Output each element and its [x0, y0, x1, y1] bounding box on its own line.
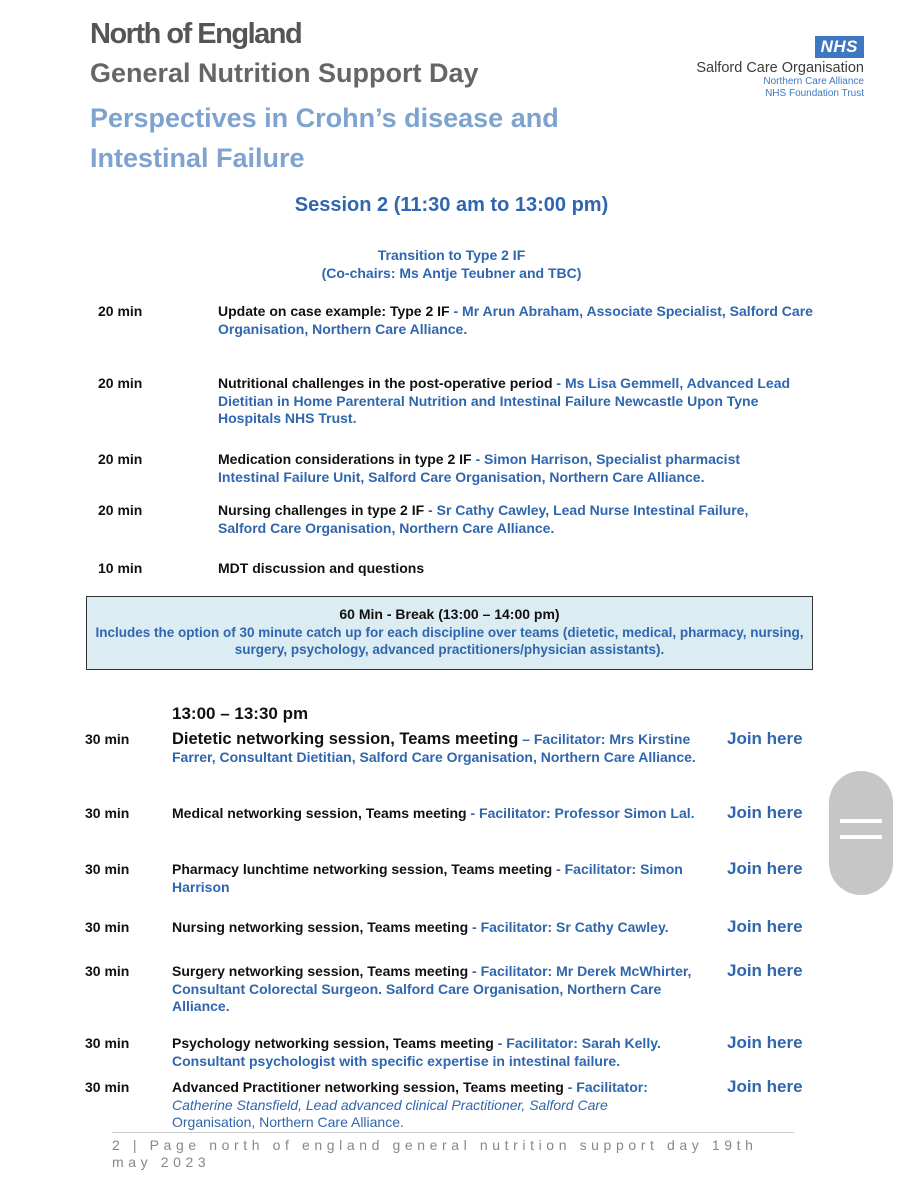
join-link-surgery[interactable]: Join here: [727, 961, 803, 980]
agenda-speaker: - Simon Harrison, Specialist pharmacist Intestinal Failure Unit, Salford Care Organisation, Northern Care Alliance.: [218, 451, 741, 485]
session-facilitator-cont: Catherine Stansfield, Lead advanced clinical Practitioner, Salford Care: [172, 1096, 608, 1113]
footer-text: | Page north of england general nutrition support day 19th may 2023: [112, 1137, 758, 1170]
networking-session-advanced-practitioner: [172, 1079, 722, 1132]
agenda-time-1: 20 min: [98, 303, 143, 319]
networking-time-range: 13:00 – 13:30 pm: [172, 704, 309, 723]
break-box: [86, 596, 813, 670]
networking-session-psychology: [172, 1035, 712, 1070]
agenda-item-1: [218, 303, 818, 338]
handle-bar-top: [840, 819, 882, 823]
handle-bar-bottom: [840, 835, 882, 839]
agenda-time-4: 20 min: [98, 502, 143, 518]
session-facilitator: - Facilitator: Mr Derek McWhirter, Consultant Colorectal Surgeon. Salford Care Organisation, Northern Care Alliance.: [172, 963, 692, 1014]
networking-time-6: 30 min: [85, 1035, 130, 1051]
session-facilitator: - Facilitator: Sarah Kelly. Consultant psychologist with specific expertise in intestinal failure.: [172, 1035, 661, 1069]
agenda-title: Nursing challenges in type 2 IF: [218, 502, 425, 518]
agenda-speaker: - Mr Arun Abraham, Associate Specialist, Salford Care Organisation, Northern Care Alliance.: [218, 303, 813, 337]
title-line-1: North of England: [90, 18, 302, 50]
join-link-dietetic[interactable]: Join here: [727, 729, 803, 748]
networking-time-2: 30 min: [85, 805, 130, 821]
agenda-item-4: [218, 502, 793, 537]
agenda-title: MDT discussion and questions: [218, 560, 425, 576]
join-link-advanced-practitioner[interactable]: Join here: [727, 1077, 803, 1096]
logo-name: Salford Care Organisation: [696, 60, 864, 76]
nhs-badge: NHS: [815, 36, 864, 58]
session-title: Medical networking session, Teams meeting: [172, 805, 467, 821]
join-link-nursing[interactable]: Join here: [727, 917, 803, 936]
nhs-logo: [676, 36, 864, 98]
session-title: Nursing networking session, Teams meeting: [172, 919, 469, 935]
session-title: Pharmacy lunchtime networking session, Teams meeting: [172, 861, 553, 877]
networking-session-pharmacy: [172, 861, 717, 896]
session-facilitator: – Facilitator: Mrs Kirstine Farrer, Consultant Dietitian, Salford Care Organisation, Northern Care Alliance.: [172, 731, 696, 765]
agenda-item-3: [218, 451, 793, 486]
session-subtitle: Transition to Type 2 IF: [377, 247, 526, 263]
agenda-title: Nutritional challenges in the post-operative period: [218, 375, 553, 391]
join-link-medical[interactable]: Join here: [727, 803, 803, 822]
networking-session-surgery: [172, 963, 702, 1016]
agenda-title: Update on case example: Type 2 IF: [218, 303, 450, 319]
drag-handle-icon[interactable]: [829, 771, 893, 895]
networking-time-1: 30 min: [85, 731, 130, 747]
agenda-time-2: 20 min: [98, 375, 143, 391]
agenda-time-3: 20 min: [98, 451, 143, 467]
agenda-title: Medication considerations in type 2 IF: [218, 451, 472, 467]
networking-session-medical: [172, 805, 712, 823]
session-title: Session 2 (11:30 am to 13:00 pm): [294, 194, 609, 216]
session-chairs: (Co-chairs: Ms Antje Teubner and TBC): [321, 265, 582, 281]
page-number: 2: [112, 1137, 125, 1153]
networking-session-dietetic: [172, 731, 717, 766]
page-footer: [112, 1137, 792, 1171]
session-facilitator: - Facilitator: Professor Simon Lal.: [466, 805, 695, 821]
networking-time-4: 30 min: [85, 919, 130, 935]
logo-line-1: Northern Care Alliance: [763, 76, 864, 87]
session-title: Surgery networking session, Teams meeting: [172, 963, 469, 979]
session-facilitator: - Facilitator: Simon Harrison: [172, 861, 683, 895]
networking-time-3: 30 min: [85, 861, 130, 877]
agenda-item-5: [218, 560, 793, 578]
agenda-speaker: - Sr Cathy Cawley, Lead Nurse Intestinal Failure, Salford Care Organisation, Northern Care Alliance.: [218, 502, 749, 536]
title-line-3: Perspectives in Crohn’s disease and Intestinal Failure: [90, 103, 559, 173]
agenda-item-2: [218, 375, 793, 428]
join-link-psychology[interactable]: Join here: [727, 1033, 803, 1052]
session-facilitator: - Facilitator: Sr Cathy Cawley.: [468, 919, 669, 935]
networking-time-7: 30 min: [85, 1079, 130, 1095]
break-description: Includes the option of 30 minute catch up for each discipline over teams (dietetic, medical, pharmacy, nursing, surgery, psychology, advanced practitioners/physician assistants).: [95, 625, 804, 657]
agenda-speaker: - Ms Lisa Gemmell, Advanced Lead Dietitian in Home Parenteral Nutrition and Intestinal Failure Newcastle Upon Tyne Hospitals NHS Trust.: [218, 375, 791, 426]
session-facilitator: - Facilitator:: [563, 1079, 648, 1095]
networking-session-nursing: [172, 919, 717, 937]
networking-time-5: 30 min: [85, 963, 130, 979]
agenda-time-5: 10 min: [98, 560, 143, 576]
session-title: Psychology networking session, Teams meeting: [172, 1035, 494, 1051]
session-title: Dietetic networking session, Teams meeting: [172, 730, 519, 748]
logo-line-2: NHS Foundation Trust: [765, 88, 864, 99]
session-title: Advanced Practitioner networking session, Teams meeting: [172, 1079, 564, 1095]
footer-divider: [112, 1132, 794, 1133]
title-line-2: General Nutrition Support Day: [90, 58, 479, 88]
session-facilitator-end: Organisation, Northern Care Alliance.: [172, 1114, 404, 1130]
join-link-pharmacy[interactable]: Join here: [727, 859, 803, 878]
break-title: 60 Min - Break (13:00 – 14:00 pm): [339, 606, 560, 622]
